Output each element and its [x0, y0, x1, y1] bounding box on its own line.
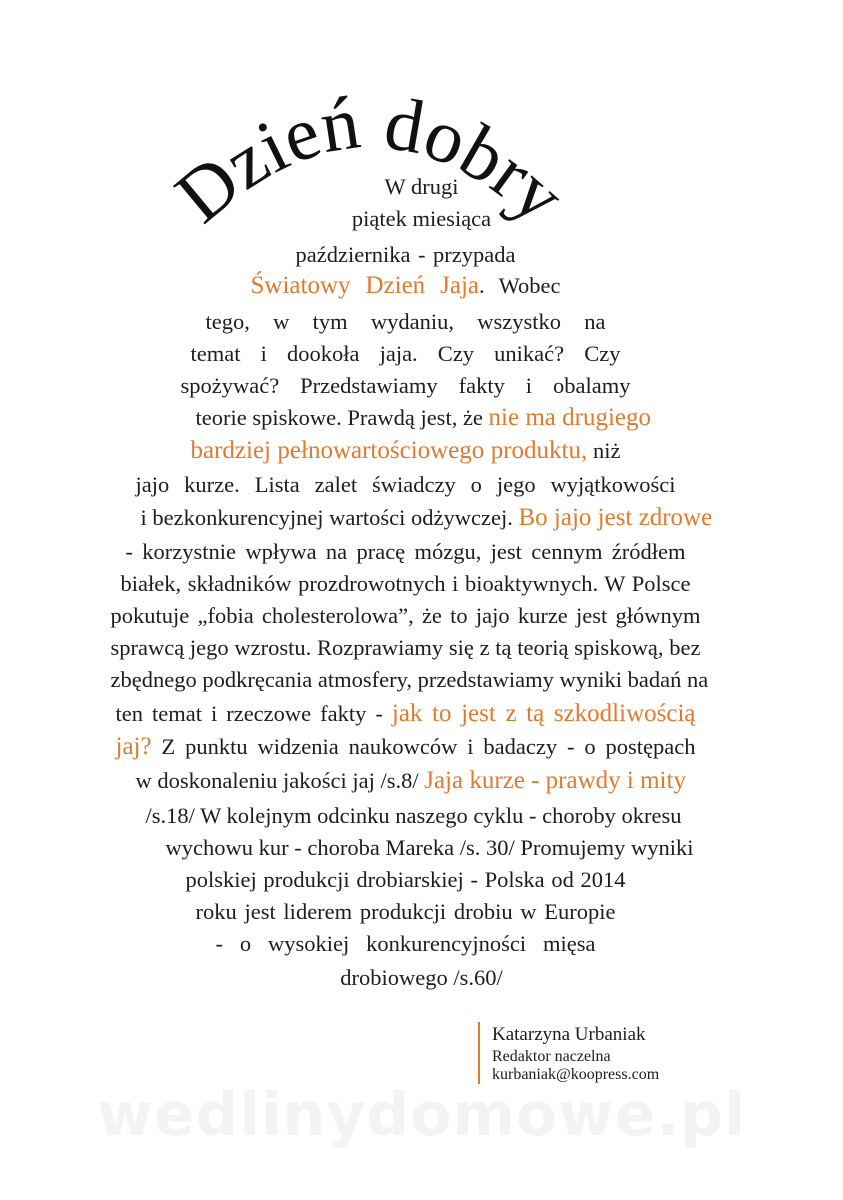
- author-role: Redaktor naczelna: [492, 1048, 611, 1065]
- body-line: [196, 897, 616, 927]
- body-line: [206, 307, 606, 337]
- body-line: [251, 271, 561, 301]
- body-line: [111, 633, 701, 663]
- body-text-segment: pokutuje „fobia cholesterolowa”, że to jajo kurze jest głównym: [110, 603, 701, 628]
- body-text-segment: drobiowego /s.60/: [340, 965, 503, 990]
- body-text-segment: października - przypada: [295, 242, 516, 267]
- body-line: [191, 436, 621, 466]
- body-text-segment: polskiej produkcji drobiarskiej - Polska od 2014: [185, 867, 626, 892]
- body-text-segment: wychowu kur - choroba Mareka /s. 30/ Promujemy wyniki: [165, 835, 694, 860]
- highlight-text: jak to jest z tą szkodliwością: [391, 700, 696, 727]
- body-line: [296, 240, 516, 270]
- body-text-segment: piątek miesiąca: [351, 206, 492, 231]
- author-email: kurbaniak@koopress.com: [492, 1066, 660, 1083]
- body-line: [0, 172, 843, 202]
- body-line: [216, 929, 596, 959]
- body-text-segment: . Wobec: [479, 273, 561, 298]
- body-line: [126, 537, 686, 567]
- body-line: [116, 732, 696, 762]
- body-text-segment: i bezkonkurencyjnej wartości odżywczej.: [140, 505, 519, 530]
- body-text-segment: w doskonaleniu jakości jaj /s.8/: [135, 768, 425, 793]
- body-text-segment: Z punktu widzenia naukowców i badaczy - o postępach: [151, 734, 696, 759]
- body-line: [116, 699, 696, 729]
- body-text-segment: spożywać? Przedstawiamy fakty i obalamy: [180, 373, 631, 398]
- body-line: [186, 865, 626, 895]
- headline-text: Dzień dobry: [160, 80, 581, 239]
- signature-block: [478, 1022, 659, 1084]
- body-text-segment: /s.18/ W kolejnym odcinku naszego cyklu - choroby okresu: [145, 803, 682, 828]
- body-text-segment: sprawcą jego wzrostu. Rozprawiamy się z tą teorią spiskową, bez: [110, 635, 701, 660]
- body-text-segment: jajo kurze. Lista zalet świadczy o jego wyjątkowości: [135, 472, 676, 497]
- body-line: [195, 403, 651, 433]
- body-line: [0, 204, 843, 234]
- body-text-segment: W drugi: [384, 174, 459, 199]
- body-line: [181, 371, 631, 401]
- body-line: [121, 569, 691, 599]
- body-text-segment: - o wysokiej konkurencyjności mięsa: [215, 931, 596, 956]
- body-text-segment: tego, w tym wydaniu, wszystko na: [205, 309, 606, 334]
- body-line: [140, 503, 713, 533]
- body-text-segment: - korzystnie wpływa na pracę mózgu, jest cennym źródłem: [125, 539, 686, 564]
- body-text-segment: temat i dookoła jaja. Czy unikać? Czy: [190, 341, 621, 366]
- highlight-text: Bo jajo jest zdrowe: [518, 504, 713, 531]
- body-line: [0, 963, 843, 993]
- body-text-segment: teorie spiskowe. Prawdą jest, że: [195, 405, 489, 430]
- body-line: [191, 339, 621, 369]
- body-line: [135, 766, 686, 796]
- body-line: [111, 601, 701, 631]
- highlight-text: bardziej pełnowartościowego produktu,: [190, 437, 588, 464]
- body-line: [110, 665, 709, 695]
- watermark: wedlinydomowe.pl: [97, 1080, 746, 1150]
- author-name: Katarzyna Urbaniak: [492, 1024, 646, 1045]
- body-text-segment: roku jest liderem produkcji drobiu w Europie: [195, 899, 616, 924]
- body-line: [136, 470, 676, 500]
- highlight-text: jaj?: [115, 733, 152, 760]
- body-line: [145, 801, 682, 831]
- body-text-segment: ten temat i rzeczowe fakty -: [115, 701, 392, 726]
- body-text-segment: białek, składników prozdrowotnych i bioaktywnych. W Polsce: [120, 571, 691, 596]
- highlight-text: Jaja kurze - prawdy i mity: [424, 767, 686, 794]
- body-text-segment: zbędnego podkręcania atmosfery, przedstawiamy wyniki badań na: [110, 667, 709, 692]
- body-line: [165, 833, 694, 863]
- highlight-text: nie ma drugiego: [488, 404, 651, 431]
- highlight-text: Światowy Dzień Jaja: [250, 272, 480, 299]
- body-text-segment: niż: [587, 438, 621, 463]
